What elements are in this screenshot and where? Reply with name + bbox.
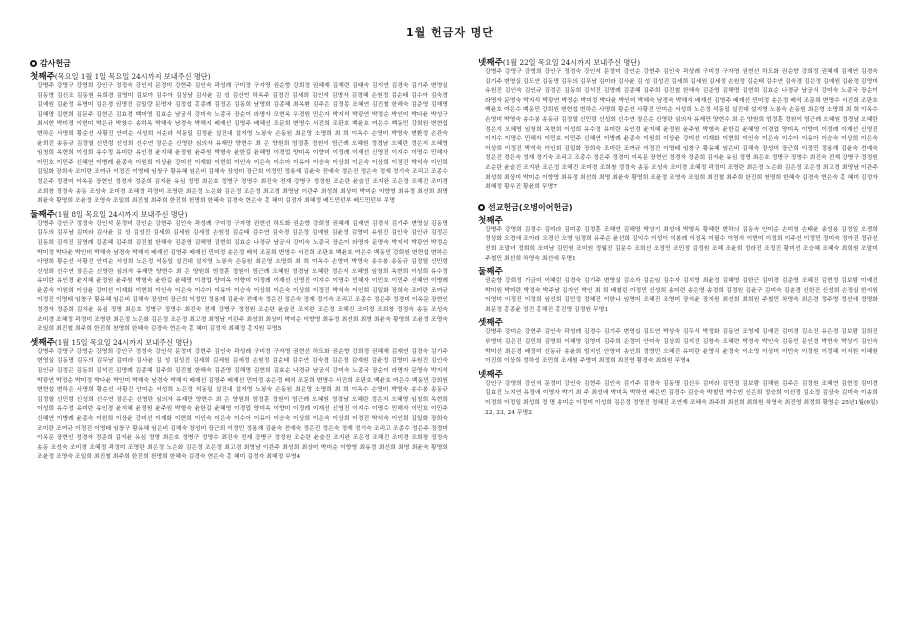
- week-label: 둘째주: [478, 267, 503, 278]
- week-date: (1월 22일 목요일 24시까지 보내주신 명단): [502, 58, 641, 67]
- week-date: (1월 15일 목요일 24시까지 보내주신 명단): [54, 337, 193, 347]
- donor-names: 강병주 강미순 강현주 김인숙 곽성례 김경수 김기주 변영실 김도연 박상숙 김두식 박정화 김동연 조영제 김예진 김미경 김소진 유은경 김보람 김희진 부영미 김은진 김민희 김명희 이혜영 김영미 김주희 손정미 안미숙 김상희 김지진 김창숙 조혜련 박경숙 박인숙 김동민 문인경 박현숙 박상기 김인숙 박미선 최은경 배정미 신동규 송윤희 엄지인 안영미 송인희 정영민 오혜진 유미란 윤영식 윤정숙 이소영 이상미 이민숙 이정원 이정혜 이지원 이혜원 이진희 이상희 정하성 조민희 조세원 주영미 최정희 최진영 황경숙 최희원 무명4: [485, 329, 878, 365]
- section-label: 선교헌금(오병이어헌금): [488, 202, 573, 212]
- section-label: 감사헌금: [40, 59, 71, 68]
- week-block-seongyo-1: [478, 216, 878, 264]
- week-label: 셋째주: [478, 318, 503, 329]
- week-label: 첫째주: [30, 72, 55, 82]
- week-heading: [478, 318, 878, 328]
- donor-names: 강병주 강영구 강영희 강인구 정정숙 강인석 문정미 강현주 김인숙 곽성례 구미정 구자영 권순향 강희정 권혜재 김재련 김태숙 김지연 김경숙 김기주 변영실 김동명 김신조 김동원 유희경 김영미 김보아 김수아 김상남 김사윤 김 성 김산빈 하옥주 김정진 김세희 김인석 김명자 김경혜 손원정 김순태 김수아 김숙경 김예원 김윤정 유명미 김은경 권명진 김일량 문명자 김정섭 홍종례 김정곤 김동희 남영희 김종혜 최옥환 김주은 김정몽 조혜연 김진철 한해숙 김준영 김해명 김혜명 김현희 김문주 김현곤 김효경 백미영 김효순 남궁식 강미숙 노종국 장순이 라명자 모현옥 우경원 민은자 박지석 박광연 박정순 박인미 박다윤 박성구 최서현 박미경 이현미 박은규 박창수 송하옥 박해숙 남경숙 박해지 배재선 김영주 배혜선 조문희 변명수 서진희 조판호 백윤호 여은수 백동민 강희원 변현섭 변하은 사명희 황순선 사황진 안미순 서성희 서순라 석동일 김정윤 설진대 설지영 노봉숙 손동원 최은영 소명희 최 희 이옥수 손영미 박영숙 변환정 손관숙 윤희진 송동규 김정열 신민령 신성희 신수연 장은순 신영란 심의자 유재만 양현수 최 은 양원희 엄정훈 정원이 엄근례 오혜원 정경남 오혜란 정은지 오혜영 임청희 옥현희 이성희 유수정 유미란 유인경 윤지혜 윤정원 윤주원 박형숙 윤한길 윤혜영 이경업 양미옥 이향미 이정례 이재선 신영진 이지수 이명수 민해자 이민호 이민주 신혜연 이병례 윤종숙 이원희 이상윤 강미선 이재화 이현희 이인숙 이은숙 이수아 이유아 이승숙 이상희 이은숙 이상희 이정진 박석숙 이인희 김일화 장희숙 조미란 조여규 이정진 이영태 임창구 황유혜 임은비 김해숙 장성미 장근희 이정민 정용재 김윤숙 전예숙 정은진 정은숙 정재 정기숙 조리고 조종수 정은주 정경미 이옥문 장현인 정경자 정준희 김지윤 유심 정명 최은호 정병구 정명수 최진숙 전재 강병구 정정원 조순란 윤슬진 조지완 조은정 조해진 조미경 조희창 정정숙 송동 조성숙 조미경 조혜정 곽정미 조영란 최은정 노은화 김은정 조은정 최고경 최영남 이관주 최성희 최상미 박미순 이향영 최유정 최선희 최명 최윤숙 황영희 조윤정 조영숙 조일희 최진철 최주희 한진희 천명희 한혜숙 김경숙 현은숙 홍 혜미 김정자 최혜정 배드민턴부 배드민턴부 무명: [37, 83, 448, 205]
- week-block-gamsa-1: [30, 72, 448, 207]
- week-block-gamsa-3: [30, 338, 448, 463]
- week-label: 첫째주: [478, 215, 503, 226]
- left-column: [30, 58, 448, 466]
- week-label: 넷째주: [478, 369, 503, 380]
- week-block-gamsa-4: [478, 58, 878, 193]
- donor-names: 강병주 강영구 강영희 강인구 정정숙 강인석 문정미 강인순 강현주 김인숙 곽성례 구미정 구자영 권현선 하도화 권순향 강희정 권혜재 김재연 김경숙 김기주 변영실 김도연 김동명 김두의 김무남 김미라 김사윤 김 성 김성진 김세희 김세원 김세정 손원정 김순태 김수연 김숙경 김은정 김예원 김윤정 김영미 유원진 김인숙 김인규 김정곤 김동희 김석진 김명례 김종혜 김주희 김진철 한해숙 김준영 김해명 김현희 김효순 나경규 남궁식 강미숙 노종국 장순이 라명자 문명숙 박지석 박광연 박정순 박미정 박다윤 박인미 박해숙 남경숙 박해지 배재선 김영주 배재선 민미정 송은정 배석 조문희 변명수 서진희 조판호 백윤호 여은수 백동민 강희원 변현섭 변하은 사명희 황순선 사황진 안미순 서성희 노은정 석동일 설진대 설지영 노봉숙 손동원 최은영 소명희 최 희 이옥수 손영미 박영숙 송수봉 송동규 김정열 신민령 신성희 신수연 장은순 신영란 심의자 유재만 양현수 최 은 양원희 엄정훈 정원이 엄근례 오혜원 정경남 오혜란 정은지 오혜영 임청희 옥현희 이성희 유수정 유미란 유인경 윤지혜 윤정원 윤주원 박형숙 윤한길 윤혜영 이경업 양미옥 이향미 이정례 이재선 신영진 이지수 이명수 민해자 이민호 이민주 신혜연 이병례 윤종숙 이원희 이상윤 강미선 이재화 이현희 이인숙 이은숙 이수아 이유아 이승숙 이상희 이은숙 이상희 이정진 박석숙 이인희 김일화 장희숙 조미란 조여규 이정진 이영태 임창구 황유혜 임은비 김해숙 장성미 장근희 이정민 정용재 김윤숙 전예숙 정은진 정은숙 정재 정기숙 조리고 조종수 정은주 정경미 이옥문 장현인 정경자 정준희 김지윤 유심 정명 최은호 정병구 정명수 최진숙 전재 강병구 정정원 조순란 윤슬진 조지완 조은정 조해진 조미경 조희창 정정숙 송동 조성숙 조미경 조혜정 곽정미 조영란 최은정 노은화 김은정 조은정 최고경 최영남 이관주 최성희 최상미 박미순 이향영 최유정 최선희 최명 최윤숙 황영희 조윤정 조영숙 조일희 최진철 최주희 한진희 천명희 한혜숙 김경숙 현은숙 홍 혜미 김정자 최혜정 황우진 황윤희 무명7: [485, 69, 878, 191]
- week-label: 둘째주: [30, 209, 55, 220]
- week-heading: [478, 58, 878, 68]
- section-header-seongyo: [478, 202, 878, 213]
- week-block-seongyo-4: [478, 370, 878, 418]
- week-heading: [30, 72, 448, 82]
- week-date: (1월 8일 목요일 24시까지 보내주신 명단): [54, 209, 188, 219]
- week-block-gamsa-2: [30, 210, 448, 335]
- week-block-seongyo-2: [478, 267, 878, 315]
- week-heading: [30, 338, 448, 348]
- week-block-seongyo-3: [478, 318, 878, 366]
- week-label: 셋째주: [30, 337, 55, 348]
- donor-names: 강인구 강영희 강인석 문정미 강인숙 김현주 김인숙 김기주 김경숙 김동명 김신우 김미라 김민정 김보람 김해원 김주은 김정원 조혜연 김현정 김미경 김효진 노지연 유정애 이영자 박기 최 주 최성애 박미옥 박하연 배은빈 김경수 김승숙 박철민 박수빈 신은희 정승희 이선정 김소정 김상숙 김미숙 이송희 이정희 이정일 최성희 정 명 송미순 이정미 이성희 김은정 정영진 정혜진 조연재 조혜숙 최주희 최선희 최희원 차영숙 최진영 최정희 황영순 25년1월(6일) 22, 23, 24 무명2: [485, 380, 878, 416]
- right-column: [478, 58, 878, 421]
- bullet-circle-icon: [30, 60, 37, 67]
- week-date: (목요일 1월 1일 목요일 24시까지 보내주신 명단): [54, 72, 211, 81]
- week-heading: [478, 370, 878, 380]
- donor-names: 강병주 강영구 강영순 강영희 강인구 정정숙 강인석 문정미 강현주 김인숙 곽성례 구미정 구자영 권현선 하도화 권순향 강희정 권혜재 김재연 김경숙 김기주 변영실 김동명 김두의 김무남 김미라 김사윤 김 성 김성진 김세희 김세원 김세정 손원정 김순태 김수연 김숙경 김은정 김예원 김윤정 김영미 유원진 김인숙 김인규 김정곤 김동희 김석진 김명례 김종혜 김주희 김진철 한해숙 김준영 김해명 김현희 김효순 나경규 남궁식 강미숙 노종국 장순이 라명자 문명숙 박지석 박광연 박정순 박미정 박다윤 박인미 박해숙 남경숙 박해지 배재선 김영주 배재선 민미정 송은정 배석 조문희 변명수 서진희 조판호 백윤호 여은수 백동민 강희원 변현섭 변하은 사명희 황순선 사황진 안미순 서성희 노은정 석동일 설진대 설지영 노봉숙 손동원 최은영 소명희 최 희 이옥수 손영미 박영숙 송수봉 송동규 김정열 신민령 신성희 신수연 장은순 신영란 심의자 유재만 양현수 최 은 양원희 엄정훈 정원이 엄근례 오혜원 정경남 오혜란 정은지 오혜영 임청희 옥현희 이성희 유수정 유미란 유인경 윤지혜 윤정원 윤주원 박형숙 윤한길 윤혜영 이경업 양미옥 이향미 이정례 이재선 신영진 이지수 이명수 민해자 이민호 이민주 신혜연 이병례 윤종숙 이원희 이상윤 강미선 이재화 이현희 이인숙 이은숙 이수아 이유아 이승숙 이상희 이은숙 이상희 이정진 박석숙 이인희 김일화 장희숙 조미란 조여규 이정진 이영태 임창구 황유혜 임은비 김해숙 장성미 장근희 이정민 정용재 김윤숙 전예숙 정은진 정은숙 정재 정기숙 조리고 조종수 정은주 정경미 이옥문 장현인 정경자 정준희 김지윤 유심 정명 최은호 정병구 정명수 최진숙 전재 강병구 정정원 조순란 윤슬진 조지완 조은정 조해진 조미경 조희창 정정숙 송동 조성숙 조미경 조혜정 곽정미 조영란 최은정 노은화 김은정 조은정 최고경 최영남 이관주 최성희 최상미 박미순 이향영 최유정 최선희 최명 최윤숙 황영희 조윤정 조영숙 조일희 최진철 최주희 한진희 천명희 한혜숙 김경숙 현은숙 홍 혜미 김정자 최혜정 무명4: [37, 348, 448, 461]
- page-title: 1월 헌금자 명단: [405, 26, 495, 39]
- donor-names: 강병주 강영희 김경수 김미라 김미종 김정훈 조혜연 김해명 박상기 최성애 박형옥 황혜련 변하늬 김동숙 안미순 손미청 손태윤 송성용 김정일 오경희 정상화 오경애 조아라 오경신 오명 임정희 유주순 윤선희 김익수 이성이 이봉례 이정옥 이필수 이영자 이현미 이정희 이주선 이정민 정미숙 정아진 정규선 전희 조말녀 정희희 조미남 김민원 조미원 정월진 김문수 조희선 조정민 조민정 김정원 조혜 조윤희 정라진 조정진 황미선 조승혜 조혜숙 최희원 조말미 주철민 최선희 차영숙 최선애 무명1: [485, 226, 878, 262]
- week-heading: [478, 267, 878, 277]
- donor-names: 강병주 강인구 정정숙 강인석 문정미 강인순 강현주 김인숙 곽성례 구미정 구자영 권현선 하도화 권순향 강희정 권혜재 김재연 김경식 김기주 변영실 김동명 김두의 김무남 김미라 김사윤 김 성 김성진 김세희 김세원 김세정 손원정 김순태 김수연 김숙경 김은정 김예원 김윤정 김영미 유원진 김인숙 김인규 김정곤 김동희 김석진 김명례 김종혜 김주희 김진철 한해숙 김준영 김해명 김현희 김효순 나경규 남궁식 강미숙 노종국 장순이 라명자 문명숙 박지석 박광연 박정순 박미정 박다윤 박인미 박해숙 남경숙 박해지 배재선 김영주 배재선 민미정 송은정 배석 조문희 변명수 서진희 조판호 백윤호 여은수 백동민 강희원 변현섭 변하은 사명희 황순선 사황진 안미순 서성희 노은정 석동일 설진대 설지영 노봉숙 손동원 최은영 소명희 최 희 이옥수 손영미 박영숙 송수봉 송동규 김정열 신민령 신성희 신수연 장은순 신영란 심의자 유재만 양현수 최 은 양원희 엄정훈 정원이 엄근례 오혜원 정경남 오혜란 정은지 오혜영 임청희 옥현희 이성희 유수정 유미란 유인경 윤지혜 윤정원 윤주원 박형숙 윤한길 윤혜영 이경업 양미옥 이향미 이정례 이재선 신영진 이지수 이명수 민해자 이민호 이민주 신혜연 이병례 윤종숙 이원희 이상윤 강미선 이재화 이현희 이인숙 이은숙 이수아 이유아 이승숙 이상희 이은숙 이상희 이정진 박석숙 이인희 김일화 장희숙 조미란 조여규 이정진 이영태 임창구 황유혜 임은비 김해숙 장성미 장근희 이정민 정용재 김윤숙 전예숙 정은진 정은숙 정재 정기숙 조리고 조종수 정은주 정경미 이옥문 장현인 정경자 정준희 김지윤 유심 정명 최은호 정병구 정명수 최진숙 전재 강병구 정정원 조순란 윤슬진 조지완 조은정 조해진 조미경 조희창 정정숙 송동 조성숙 조미경 조혜정 곽정미 조영란 최은정 노은화 김은정 조은정 최고경 최영남 이관주 최성희 최상미 박미순 이향영 최유정 최선희 최명 최윤숙 황영희 조윤정 조영숙 조일희 최진철 최주희 한진희 천명희 한혜숙 김경숙 현은숙 홍 혜미 김정자 최혜정 홍지원 무명5: [37, 220, 448, 333]
- section-header-gamsa: [30, 58, 448, 69]
- week-heading: [30, 210, 448, 220]
- week-label: 넷째주: [478, 58, 503, 68]
- week-heading: [478, 216, 878, 226]
- donor-names: 권순향 강희정 기금미 이혜린 김경숙 김기주 변영실 김소자 김순임 김수자 김지영 최윤정 김혜영 김한근 김미경 김준영 조혜진 김현정 김보람 이예진 박미원 박미란 박정숙 박주남 김자인 박인 최 희 배철린 이정민 신성희 송미련 송은영 송경희 김정원 김윤구 김미숙 김춘경 신한진 신성희 손정심 한지원 이영미 이정진 이정희 임선희 김민정 정혜진 이한나 임영미 조혜진 조영미 장지윤 장지원 최선희 최희원 주철민 차영숙 최은경 정주영 정선애 정명화 최문정 홍종윤 정진 홍해진 홍진영 김정원 무명1: [485, 278, 878, 313]
- bullet-circle-icon: [478, 204, 485, 211]
